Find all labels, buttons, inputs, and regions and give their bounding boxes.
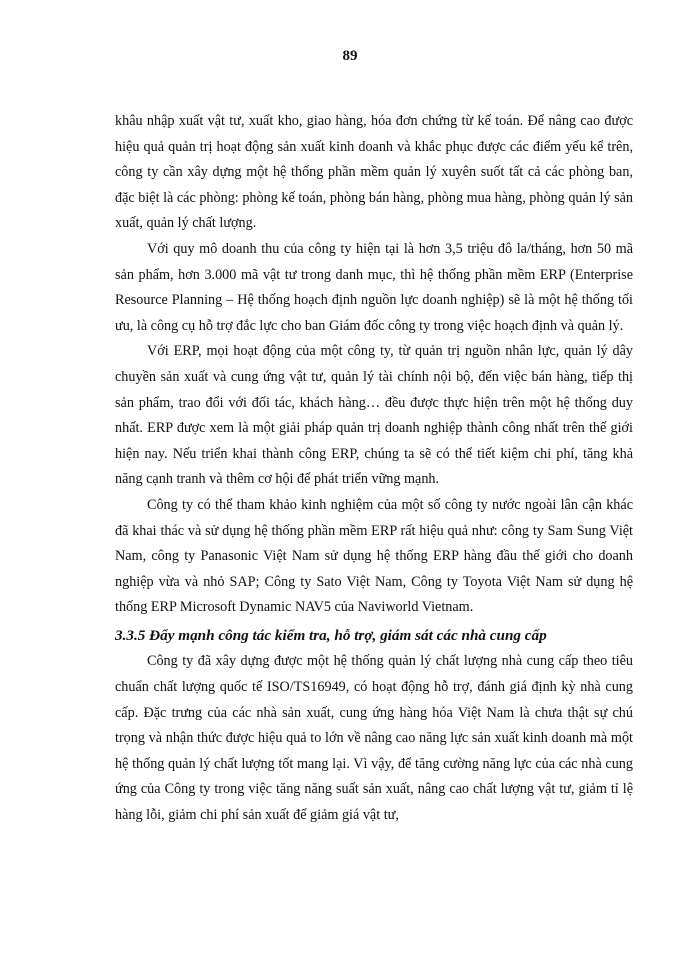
- paragraph-erp-references: Công ty có thể tham khảo kinh nghiệm của một số công ty nước ngoài lân cận khác đã khai thác và sử dụng hệ thống phần mềm ERP rất hiệu quả như: công ty Sam Sung Việt Nam, công ty Panasonic Việt Nam sử dụng hệ thống ERP hàng đầu thế giới cho doanh nghiệp vừa và nhỏ SAP; Công ty Sato Việt Nam, Công ty Toyota Việt Nam sử dụng hệ thống ERP Microsoft Dynamic NAV5 của Naviworld Vietnam.: [115, 496, 633, 616]
- page-number: 89: [342, 48, 358, 64]
- paragraph-supplier-quality: Công ty đã xây dựng được một hệ thống quản lý chất lượng nhà cung cấp theo tiêu chuẩn chất lượng quốc tế ISO/TS16949, có hoạt động hỗ trợ, đánh giá định kỳ nhà cung cấp. Đặc trưng của các nhà sản xuất, cung ứng hàng hóa Việt Nam là chưa thật sự chú trọng và nhận thức được hiệu quả to lớn về nâng cao năng lực sản xuất kinh doanh mà một hệ thống quản lý chất lượng tốt mang lại. Vì vậy, để tăng cường năng lực của các nhà cung ứng của Công ty trong việc tăng năng suất sản xuất, nâng cao chất lượng vật tư, giảm tỉ lệ hàng lỗi, giảm chi phí sản xuất để giảm giá vật tư,: [115, 653, 633, 824]
- paragraph-erp-overview: Với ERP, mọi hoạt động của một công ty, từ quản trị nguồn nhân lực, quản lý dây chuyền sản xuất và cung ứng vật tư, quản lý tài chính nội bộ, đến việc bán hàng, tiếp thị sản phẩm, trao đổi với đối tác, khách hàng… đều được thực hiện trên một hệ thống duy nhất. ERP được xem là một giải pháp quản trị doanh nghiệp thành công nhất trên thế giới hiện nay. Nếu triển khai thành công ERP, chúng ta sẽ có thể tiết kiệm chi phí, tăng khả năng cạnh tranh và thêm cơ hội để phát triển vững mạnh.: [115, 343, 633, 488]
- paragraph-revenue-scale: Với quy mô doanh thu của công ty hiện tại là hơn 3,5 triệu đô la/tháng, hơn 50 mã sản phẩm, hơn 3.000 mã vật tư trong danh mục, thì hệ thống phần mềm ERP (Enterprise Resource Planning – Hệ thống hoạch định nguồn lực doanh nghiệp) sẽ là một hệ thống tối ưu, là công cụ hỗ trợ đắc lực cho ban Giám đốc công ty trong việc hoạch định và quản lý.: [115, 240, 633, 334]
- paragraph-continued: khâu nhập xuất vật tư, xuất kho, giao hàng, hóa đơn chứng từ kế toán. Để nâng cao được hiệu quả quản trị hoạt động sản xuất kinh doanh và khắc phục được các điểm yếu kể trên, công ty cần xây dựng một hệ thống phần mềm quản lý xuyên suốt tất cả các phòng ban, đặc biệt là các phòng: phòng kế toán, phòng bán hàng, phòng mua hàng, phòng quản lý sản xuất, quản lý chất lượng.: [115, 113, 633, 232]
- body-text: [115, 109, 633, 829]
- section-heading: 3.3.5 Đẩy mạnh công tác kiểm tra, hỗ trợ, giám sát các nhà cung cấp: [115, 626, 547, 644]
